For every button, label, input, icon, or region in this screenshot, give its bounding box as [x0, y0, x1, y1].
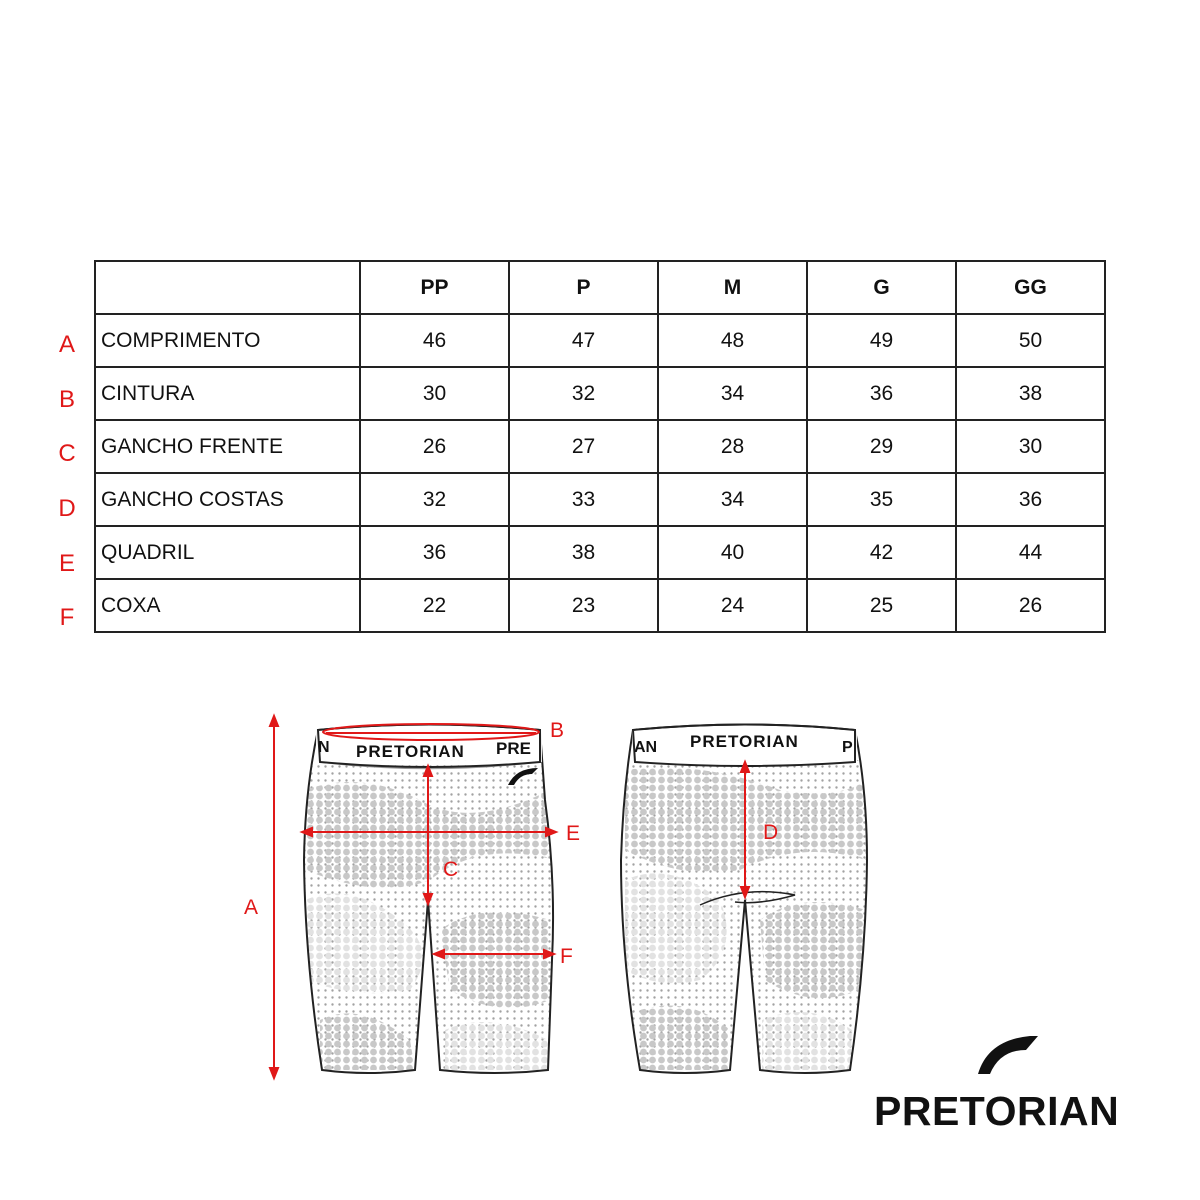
- diagram-label-d: D: [763, 821, 779, 844]
- table-cell: 34: [658, 473, 807, 526]
- table-row: [95, 314, 1105, 367]
- header-cell-g: G: [807, 261, 956, 314]
- diagram-label-b: B: [550, 719, 565, 742]
- table-cell: 28: [658, 420, 807, 473]
- table-cell: 50: [956, 314, 1105, 367]
- header-cell-pp: PP: [360, 261, 509, 314]
- table-cell: 44: [956, 526, 1105, 579]
- table-cell: 47: [509, 314, 658, 367]
- front-shorts: [300, 725, 560, 1081]
- table-cell: 38: [956, 367, 1105, 420]
- back-waistband-partial-right: P: [842, 739, 853, 756]
- table-cell: 42: [807, 526, 956, 579]
- table-cell: 30: [360, 367, 509, 420]
- table-cell: 26: [360, 420, 509, 473]
- table-cell: 35: [807, 473, 956, 526]
- table-row: [95, 579, 1105, 632]
- table-cell: 24: [658, 579, 807, 632]
- row-letter-b: B: [58, 385, 75, 413]
- table-cell: 40: [658, 526, 807, 579]
- front-waistband-text: PRETORIAN: [356, 742, 465, 761]
- table-cell: 30: [956, 420, 1105, 473]
- table-cell: 33: [509, 473, 658, 526]
- size-chart-table: [94, 260, 1106, 633]
- table-cell: 25: [807, 579, 956, 632]
- row-label: GANCHO FRENTE: [95, 420, 360, 473]
- row-label: CINTURA: [95, 367, 360, 420]
- table-cell: 49: [807, 314, 956, 367]
- table-row: [95, 367, 1105, 420]
- front-waistband-partial-right: PRE: [496, 739, 531, 758]
- table-cell: 23: [509, 579, 658, 632]
- header-cell-p: P: [509, 261, 658, 314]
- row-label: QUADRIL: [95, 526, 360, 579]
- shorts-measurement-diagram: [0, 700, 1200, 1100]
- diagram-label-f: F: [560, 945, 573, 968]
- table-cell: 27: [509, 420, 658, 473]
- table-cell: 38: [509, 526, 658, 579]
- row-letter-d: D: [58, 495, 76, 523]
- table-row: [95, 473, 1105, 526]
- table-cell: 22: [360, 579, 509, 632]
- row-letter-a: A: [58, 331, 75, 358]
- table-cell: 46: [360, 314, 509, 367]
- table-cell: 32: [360, 473, 509, 526]
- diagram-label-a: A: [244, 896, 259, 919]
- row-label: COXA: [95, 579, 360, 632]
- row-letters: [50, 316, 84, 644]
- row-label: GANCHO COSTAS: [95, 473, 360, 526]
- table-cell: 34: [658, 367, 807, 420]
- front-waistband-partial-left: N: [318, 739, 330, 756]
- table-cell: 36: [807, 367, 956, 420]
- row-letter-f: F: [59, 604, 75, 632]
- pretorian-swoosh-icon: [978, 1036, 1038, 1074]
- header-cell-gg: GG: [956, 261, 1105, 314]
- header-cell-empty: [95, 261, 360, 314]
- diagram-label-e: E: [566, 822, 581, 845]
- table-row: [95, 420, 1105, 473]
- table-cell: 32: [509, 367, 658, 420]
- diagram-label-c: C: [443, 858, 459, 881]
- table-cell: 29: [807, 420, 956, 473]
- row-letter-c: C: [58, 440, 76, 468]
- back-waistband-partial-left: AN: [634, 739, 658, 756]
- table-header-row: [95, 261, 1105, 314]
- header-cell-m: M: [658, 261, 807, 314]
- table-cell: 26: [956, 579, 1105, 632]
- table-cell: 36: [956, 473, 1105, 526]
- table-row: [95, 526, 1105, 579]
- table-cell: 36: [360, 526, 509, 579]
- row-letter-e: E: [58, 549, 75, 577]
- back-waistband-text: PRETORIAN: [690, 732, 799, 751]
- row-label: COMPRIMENTO: [95, 314, 360, 367]
- table-cell: 48: [658, 314, 807, 367]
- brand-name: PRETORIAN: [874, 1088, 1120, 1134]
